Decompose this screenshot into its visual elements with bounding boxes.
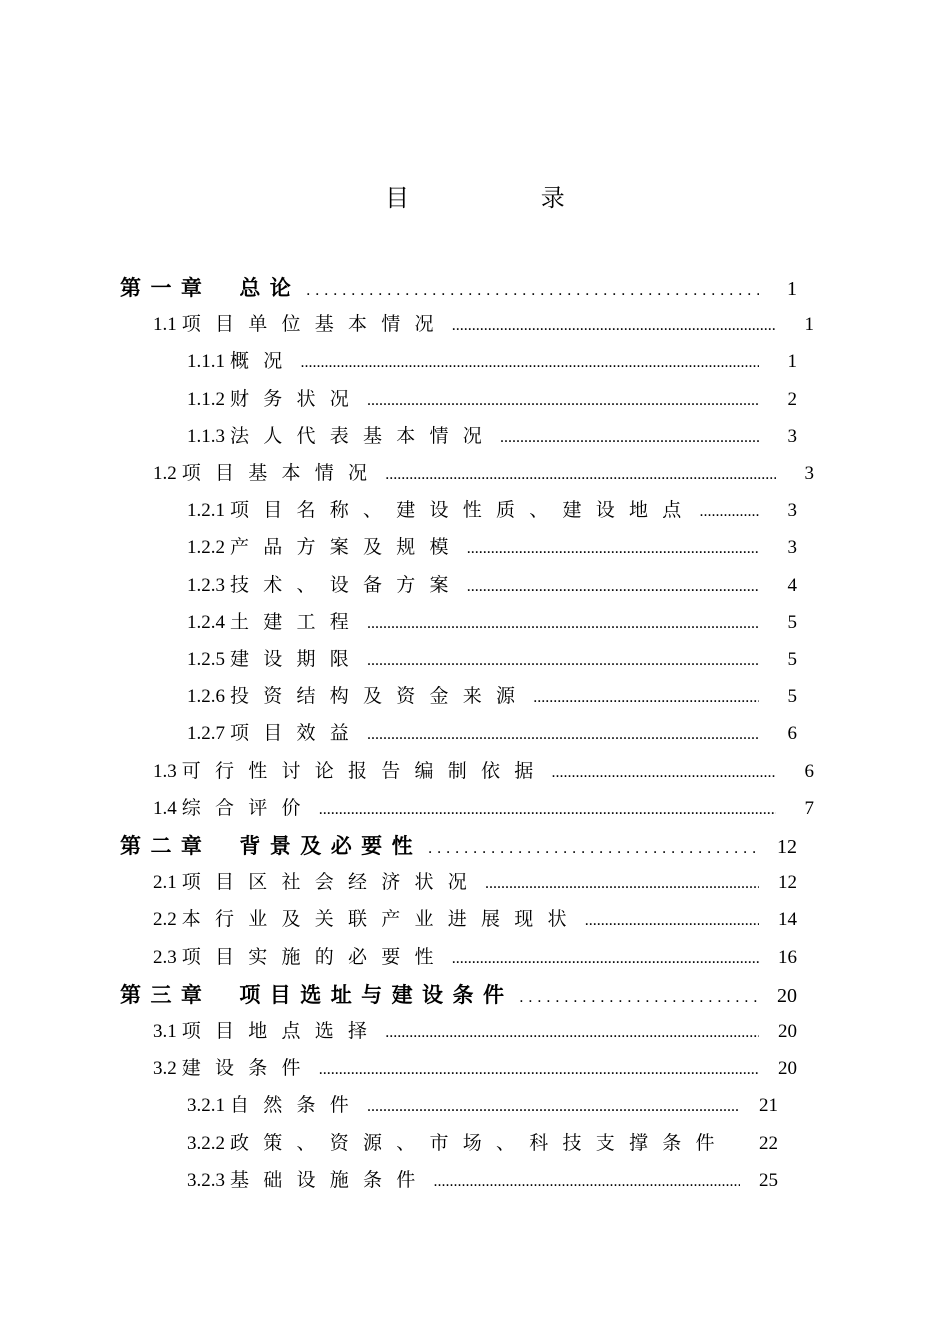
toc-entry-title: 土建工程 bbox=[230, 610, 364, 633]
toc-entry-page: 20 bbox=[778, 1058, 797, 1080]
toc-dot-leader bbox=[367, 616, 759, 632]
toc-dot-leader bbox=[367, 653, 759, 669]
toc-dot-leader bbox=[301, 355, 759, 371]
toc-entry-number: 3.2.1 bbox=[187, 1095, 225, 1117]
toc-entry-number: 2.1 bbox=[153, 872, 177, 894]
toc-entry[interactable] bbox=[187, 1090, 778, 1120]
toc-entry-title: 概况 bbox=[230, 350, 297, 373]
toc-entry-number: 3.2.3 bbox=[187, 1169, 225, 1191]
toc-entry[interactable] bbox=[153, 867, 797, 897]
toc-dot-leader bbox=[467, 541, 759, 557]
toc-entry[interactable] bbox=[187, 718, 797, 748]
toc-entry-number: 1.1.2 bbox=[187, 388, 225, 410]
toc-entry[interactable] bbox=[187, 681, 797, 711]
toc-entry-number: 1.4 bbox=[153, 797, 177, 819]
toc-entry-number: 1.2.6 bbox=[187, 686, 225, 708]
toc-entry[interactable] bbox=[187, 644, 797, 674]
toc-chapter-entry[interactable] bbox=[120, 979, 797, 1009]
toc-entry-page: 5 bbox=[787, 611, 797, 633]
toc-dot-leader bbox=[700, 504, 759, 520]
toc-entry-title: 产品方案及规模 bbox=[230, 536, 463, 559]
toc-entry-number: 1.2 bbox=[153, 463, 177, 484]
toc-entry[interactable] bbox=[153, 309, 814, 339]
toc-dot-leader bbox=[367, 393, 759, 409]
toc-entry-page: 6 bbox=[804, 760, 814, 782]
toc-entry-page: 21 bbox=[759, 1095, 778, 1117]
toc-entry-page: 4 bbox=[787, 574, 797, 596]
toc-entry-title: 项目名称、建设性质、建设地点 bbox=[230, 499, 696, 522]
toc-entry-number: 1.1.3 bbox=[187, 425, 225, 447]
toc-entry-page: 3 bbox=[787, 425, 797, 447]
toc-entry-page: 7 bbox=[804, 797, 814, 819]
toc-entry-title: 背景及必要性 bbox=[239, 834, 423, 858]
toc-entry-page: 2 bbox=[787, 388, 797, 410]
toc-dot-leader bbox=[585, 913, 759, 929]
toc-entry-page: 5 bbox=[787, 649, 797, 670]
toc-dot-leader bbox=[385, 1025, 759, 1041]
toc-entry-number: 第二章 bbox=[120, 834, 212, 858]
toc-dot-leader bbox=[452, 318, 776, 334]
toc-dot-leader bbox=[367, 727, 759, 743]
toc-entry-page: 20 bbox=[777, 984, 797, 1007]
toc-entry-title: 项目基本情况 bbox=[181, 462, 382, 484]
toc-dot-leader bbox=[519, 990, 759, 1006]
toc-entry-page: 3 bbox=[804, 463, 814, 484]
toc-entry-number: 第三章 bbox=[120, 982, 212, 1007]
toc-entry-title: 总论 bbox=[239, 276, 301, 300]
toc-entry[interactable] bbox=[153, 904, 797, 934]
toc-entry-number: 1.2.1 bbox=[187, 500, 225, 522]
toc-entry[interactable] bbox=[187, 346, 797, 376]
toc-entry[interactable] bbox=[153, 942, 797, 972]
toc-dot-leader bbox=[533, 690, 759, 706]
toc-entry-title: 投资结构及资金来源 bbox=[230, 685, 530, 708]
toc-entry-page: 14 bbox=[778, 909, 797, 931]
toc-title: 目 录 bbox=[385, 184, 627, 212]
toc-entry[interactable] bbox=[187, 532, 797, 562]
toc-entry-number: 1.2.4 bbox=[187, 611, 225, 633]
toc-entry-title: 建设期限 bbox=[230, 648, 364, 670]
toc-entry-title: 建设条件 bbox=[181, 1057, 315, 1080]
toc-dot-leader bbox=[552, 765, 776, 781]
toc-entry-title: 项目效益 bbox=[230, 722, 364, 745]
toc-entry-number: 1.2.5 bbox=[187, 649, 225, 670]
toc-entry-title: 综合评价 bbox=[181, 796, 315, 819]
toc-dot-leader bbox=[319, 802, 776, 818]
toc-entry-number: 1.1 bbox=[153, 314, 177, 336]
toc-entry-page: 1 bbox=[804, 314, 814, 336]
toc-entry-title: 可行性讨论报告编制依据 bbox=[181, 759, 548, 782]
toc-entry[interactable] bbox=[153, 1053, 797, 1083]
toc-dot-leader bbox=[367, 1099, 740, 1115]
toc-entry-number: 1.2.7 bbox=[187, 723, 225, 745]
toc-entry-number: 1.3 bbox=[153, 760, 177, 782]
toc-entry-title: 财务状况 bbox=[230, 387, 364, 410]
toc-entry-title: 基础设施条件 bbox=[230, 1168, 430, 1191]
toc-entry[interactable] bbox=[153, 458, 814, 488]
toc-dot-leader bbox=[500, 430, 759, 446]
toc-entry-number: 1.2.3 bbox=[187, 574, 225, 596]
toc-entry-number: 3.1 bbox=[153, 1021, 177, 1042]
toc-entry[interactable] bbox=[187, 1165, 778, 1195]
toc-entry-title: 技术、设备方案 bbox=[230, 573, 463, 596]
toc-dot-leader bbox=[319, 1062, 759, 1078]
toc-dot-leader bbox=[385, 467, 776, 483]
toc-entry-page: 25 bbox=[759, 1169, 778, 1191]
toc-entry-title: 项目单位基本情况 bbox=[181, 313, 448, 336]
toc-entry[interactable] bbox=[187, 570, 797, 600]
toc-entry-page: 20 bbox=[778, 1021, 797, 1042]
toc-dot-leader bbox=[452, 951, 759, 967]
toc-entry-number: 2.3 bbox=[153, 946, 177, 968]
toc-entry-page: 1 bbox=[787, 278, 797, 300]
toc-dot-leader bbox=[467, 579, 759, 595]
toc-entry-number: 2.2 bbox=[153, 909, 177, 931]
toc-entry-number: 1.1.1 bbox=[187, 351, 225, 373]
toc-chapter-entry[interactable] bbox=[120, 272, 797, 302]
toc-entry-number: 3.2.2 bbox=[187, 1132, 225, 1154]
toc-entry-title: 项目地点选择 bbox=[181, 1020, 382, 1042]
toc-entry[interactable] bbox=[187, 607, 797, 637]
toc-entry[interactable] bbox=[187, 421, 797, 451]
toc-entry-title: 项目区社会经济状况 bbox=[181, 871, 482, 894]
toc-entry-title: 本行业及关联产业进展现状 bbox=[181, 908, 581, 931]
toc-entry-page: 5 bbox=[787, 686, 797, 708]
toc-chapter-entry[interactable] bbox=[120, 830, 797, 860]
toc-entry-title: 自然条件 bbox=[230, 1094, 364, 1117]
toc-entry-page: 3 bbox=[787, 537, 797, 559]
toc-entry-page: 3 bbox=[787, 500, 797, 522]
toc-entry-page: 6 bbox=[787, 723, 797, 745]
toc-entry-page: 16 bbox=[778, 946, 797, 968]
toc-entry-number: 3.2 bbox=[153, 1058, 177, 1080]
toc-dot-leader bbox=[428, 841, 759, 857]
toc-dot-leader bbox=[306, 283, 759, 299]
toc-entry[interactable] bbox=[187, 1128, 778, 1158]
toc-entry[interactable] bbox=[153, 793, 814, 823]
toc-entry[interactable] bbox=[187, 384, 797, 414]
toc-entry-title: 政策、资源、市场、科技支撑条件 bbox=[230, 1131, 729, 1154]
toc-entry-page: 1 bbox=[787, 351, 797, 373]
toc-entry-number: 第一章 bbox=[120, 276, 212, 300]
toc-entry[interactable] bbox=[187, 495, 797, 525]
toc-dot-leader bbox=[434, 1174, 740, 1190]
toc-entry-page: 12 bbox=[778, 872, 797, 894]
toc-dot-leader bbox=[485, 876, 759, 892]
toc-entry-number: 1.2.2 bbox=[187, 537, 225, 559]
toc-entry-title: 法人代表基本情况 bbox=[230, 424, 497, 447]
toc-entry-page: 12 bbox=[777, 836, 797, 858]
toc-entry[interactable] bbox=[153, 1016, 797, 1046]
toc-entry[interactable] bbox=[153, 756, 814, 786]
toc-entry-page: 22 bbox=[759, 1132, 778, 1154]
toc-entry-title: 项目选址与建设条件 bbox=[239, 982, 514, 1007]
toc-entry-title: 项目实施的必要性 bbox=[181, 945, 448, 968]
